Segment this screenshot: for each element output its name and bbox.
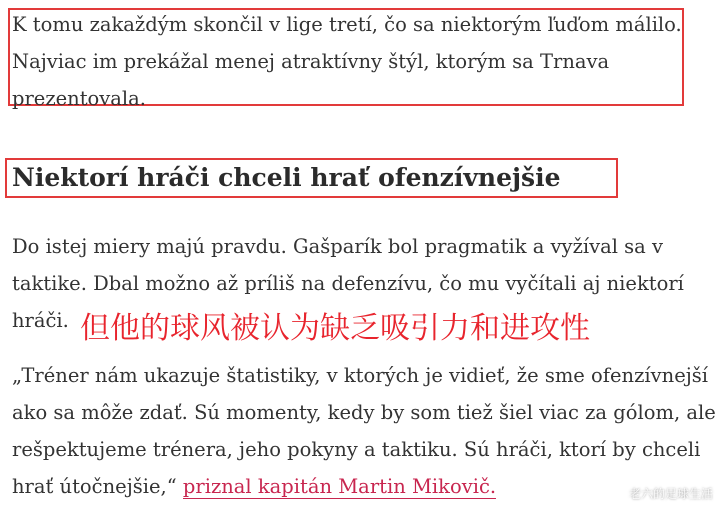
quote-text: hrať útočnejšie,“: [12, 475, 183, 498]
paragraph-line: taktike. Dbal možno až príliš na defenzívu, čo mu vyčítali aj niektorí: [12, 272, 684, 295]
paragraph-line: Najviac im prekážal menej atraktívny štýl, ktorým sa Trnava: [12, 50, 610, 73]
quote-line: „Tréner nám ukazuje štatistiky, v ktorých je vidieť, že sme ofenzívnejší: [12, 364, 709, 387]
paragraph-intro: [12, 6, 682, 117]
paragraph-line: K tomu zakaždým skončil v lige tretí, čo sa niektorým ľuďom málilo.: [12, 13, 682, 36]
watermark: 老六的足球生活: [628, 487, 713, 501]
captain-attribution-link[interactable]: priznal kapitán Martin Mikovič.: [182, 475, 497, 498]
section-heading: Niektorí hráči chceli hrať ofenzívnejšie: [12, 163, 561, 192]
quote-paragraph: [12, 357, 716, 505]
quote-line: rešpektujeme trénera, jeho pokyny a taktiku. Sú hráči, ktorí by chceli: [12, 438, 701, 461]
paragraph-line: hráči.: [12, 309, 69, 332]
paragraph-line: prezentovala.: [12, 87, 146, 110]
paragraph-line: Do istej miery majú pravdu. Gašparík bol pragmatik a vyžíval sa v: [12, 235, 664, 258]
chinese-annotation: 但他的球风被认为缺乏吸引力和进攻性: [80, 311, 590, 346]
quote-line-last: [12, 468, 716, 505]
quote-line: ako sa môže zdať. Sú momenty, kedy by som tiež šiel viac za gólom, ale: [12, 401, 716, 424]
